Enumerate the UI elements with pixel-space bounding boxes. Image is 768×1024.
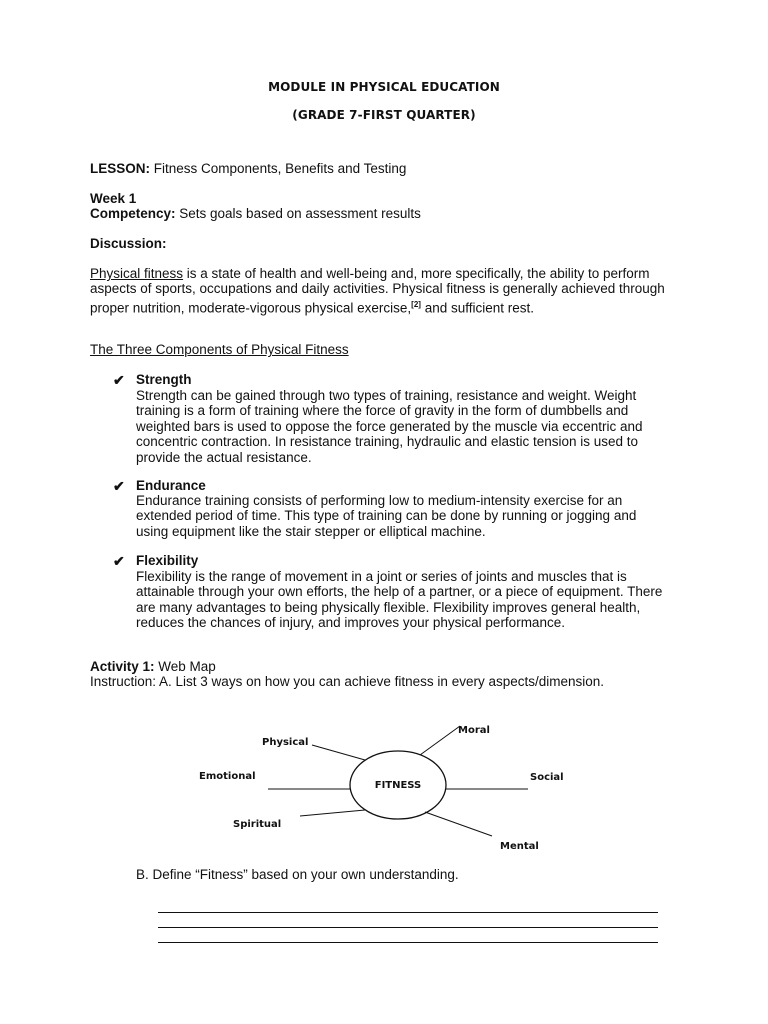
activity-label: Activity 1: [90,659,155,674]
spoke-moral [420,726,460,755]
web-map-node-mental: Mental [500,841,539,852]
activity-line [90,659,216,674]
web-map-node-social: Social [530,772,564,783]
competency-label: Competency: [90,206,176,221]
component-body-flexibility: Flexibility is the range of movement in a joint or series of joints and muscles that is attainable through your own efforts, the help of a partner, or a piece of equipment. There are many advantages to being physically flexible. Flexibility improves general health, reduces the chances of injury, and improves your physical performance. [136,569,663,631]
answer-line-1[interactable] [158,912,658,913]
web-map-node-spiritual: Spiritual [233,819,282,830]
intro-text-b: and sufficient rest. [420,300,534,316]
component-title-strength: Strength [136,372,192,387]
web-map-center-label: FITNESS [374,780,422,791]
spoke-physical [312,745,365,760]
spoke-mental [425,812,492,836]
lesson-label: LESSON: [90,161,151,176]
check-icon: ✔ [113,553,125,569]
competency-line [90,206,421,221]
web-map-node-emotional: Emotional [199,771,256,782]
check-icon: ✔ [113,372,125,388]
intro-term: Physical fitness [90,266,184,281]
intro-paragraph [90,266,680,316]
discussion-heading: Discussion: [90,236,167,251]
web-map-diagram [0,700,768,870]
answer-line-3[interactable] [158,942,658,943]
intro-footnote: [2] [411,299,421,309]
lesson-line [90,161,406,176]
intro-text-a: is a state of health and well-being and, more specifically, the ability to perform aspects of sports, occupations and daily activities. Physical fitness is generally achieved through proper nutrition, moderate-vigorous physical exercise, [90,266,665,316]
activity-title: Web Map [154,659,216,674]
component-title-flexibility: Flexibility [136,553,199,568]
module-title: MODULE IN PHYSICAL EDUCATION [268,80,500,94]
week-label: Week 1 [90,191,137,206]
component-body-endurance: Endurance training consists of performing low to medium-intensity exercise for an extended period of time. This type of training can be done by running or jogging and using equipment like the stair stepper or elliptical machine. [136,493,637,539]
module-subtitle: (GRADE 7-FIRST QUARTER) [292,108,476,122]
competency-text: Sets goals based on assessment results [175,206,421,221]
web-map-node-physical: Physical [262,737,309,748]
activity-instruction: Instruction: A. List 3 ways on how you can achieve fitness in every aspects/dimension. [90,674,605,689]
answer-line-2[interactable] [158,927,658,928]
component-body-strength: Strength can be gained through two types of training, resistance and weight. Weight training is a form of training where the force of gravity in the form of dumbbells and weighted bars is used to oppose the force generated by the muscle via eccentric and concentric contraction. In resistance training, hydraulic and elastic tension is used to provide the actual resistance. [136,388,643,465]
check-icon: ✔ [113,478,125,494]
part-b-prompt: B. Define “Fitness” based on your own understanding. [136,867,459,882]
spoke-spiritual [300,810,365,816]
components-heading: The Three Components of Physical Fitness [90,342,349,357]
lesson-text: Fitness Components, Benefits and Testing [150,161,407,176]
component-title-endurance: Endurance [136,478,206,493]
web-map-node-moral: Moral [458,725,490,736]
